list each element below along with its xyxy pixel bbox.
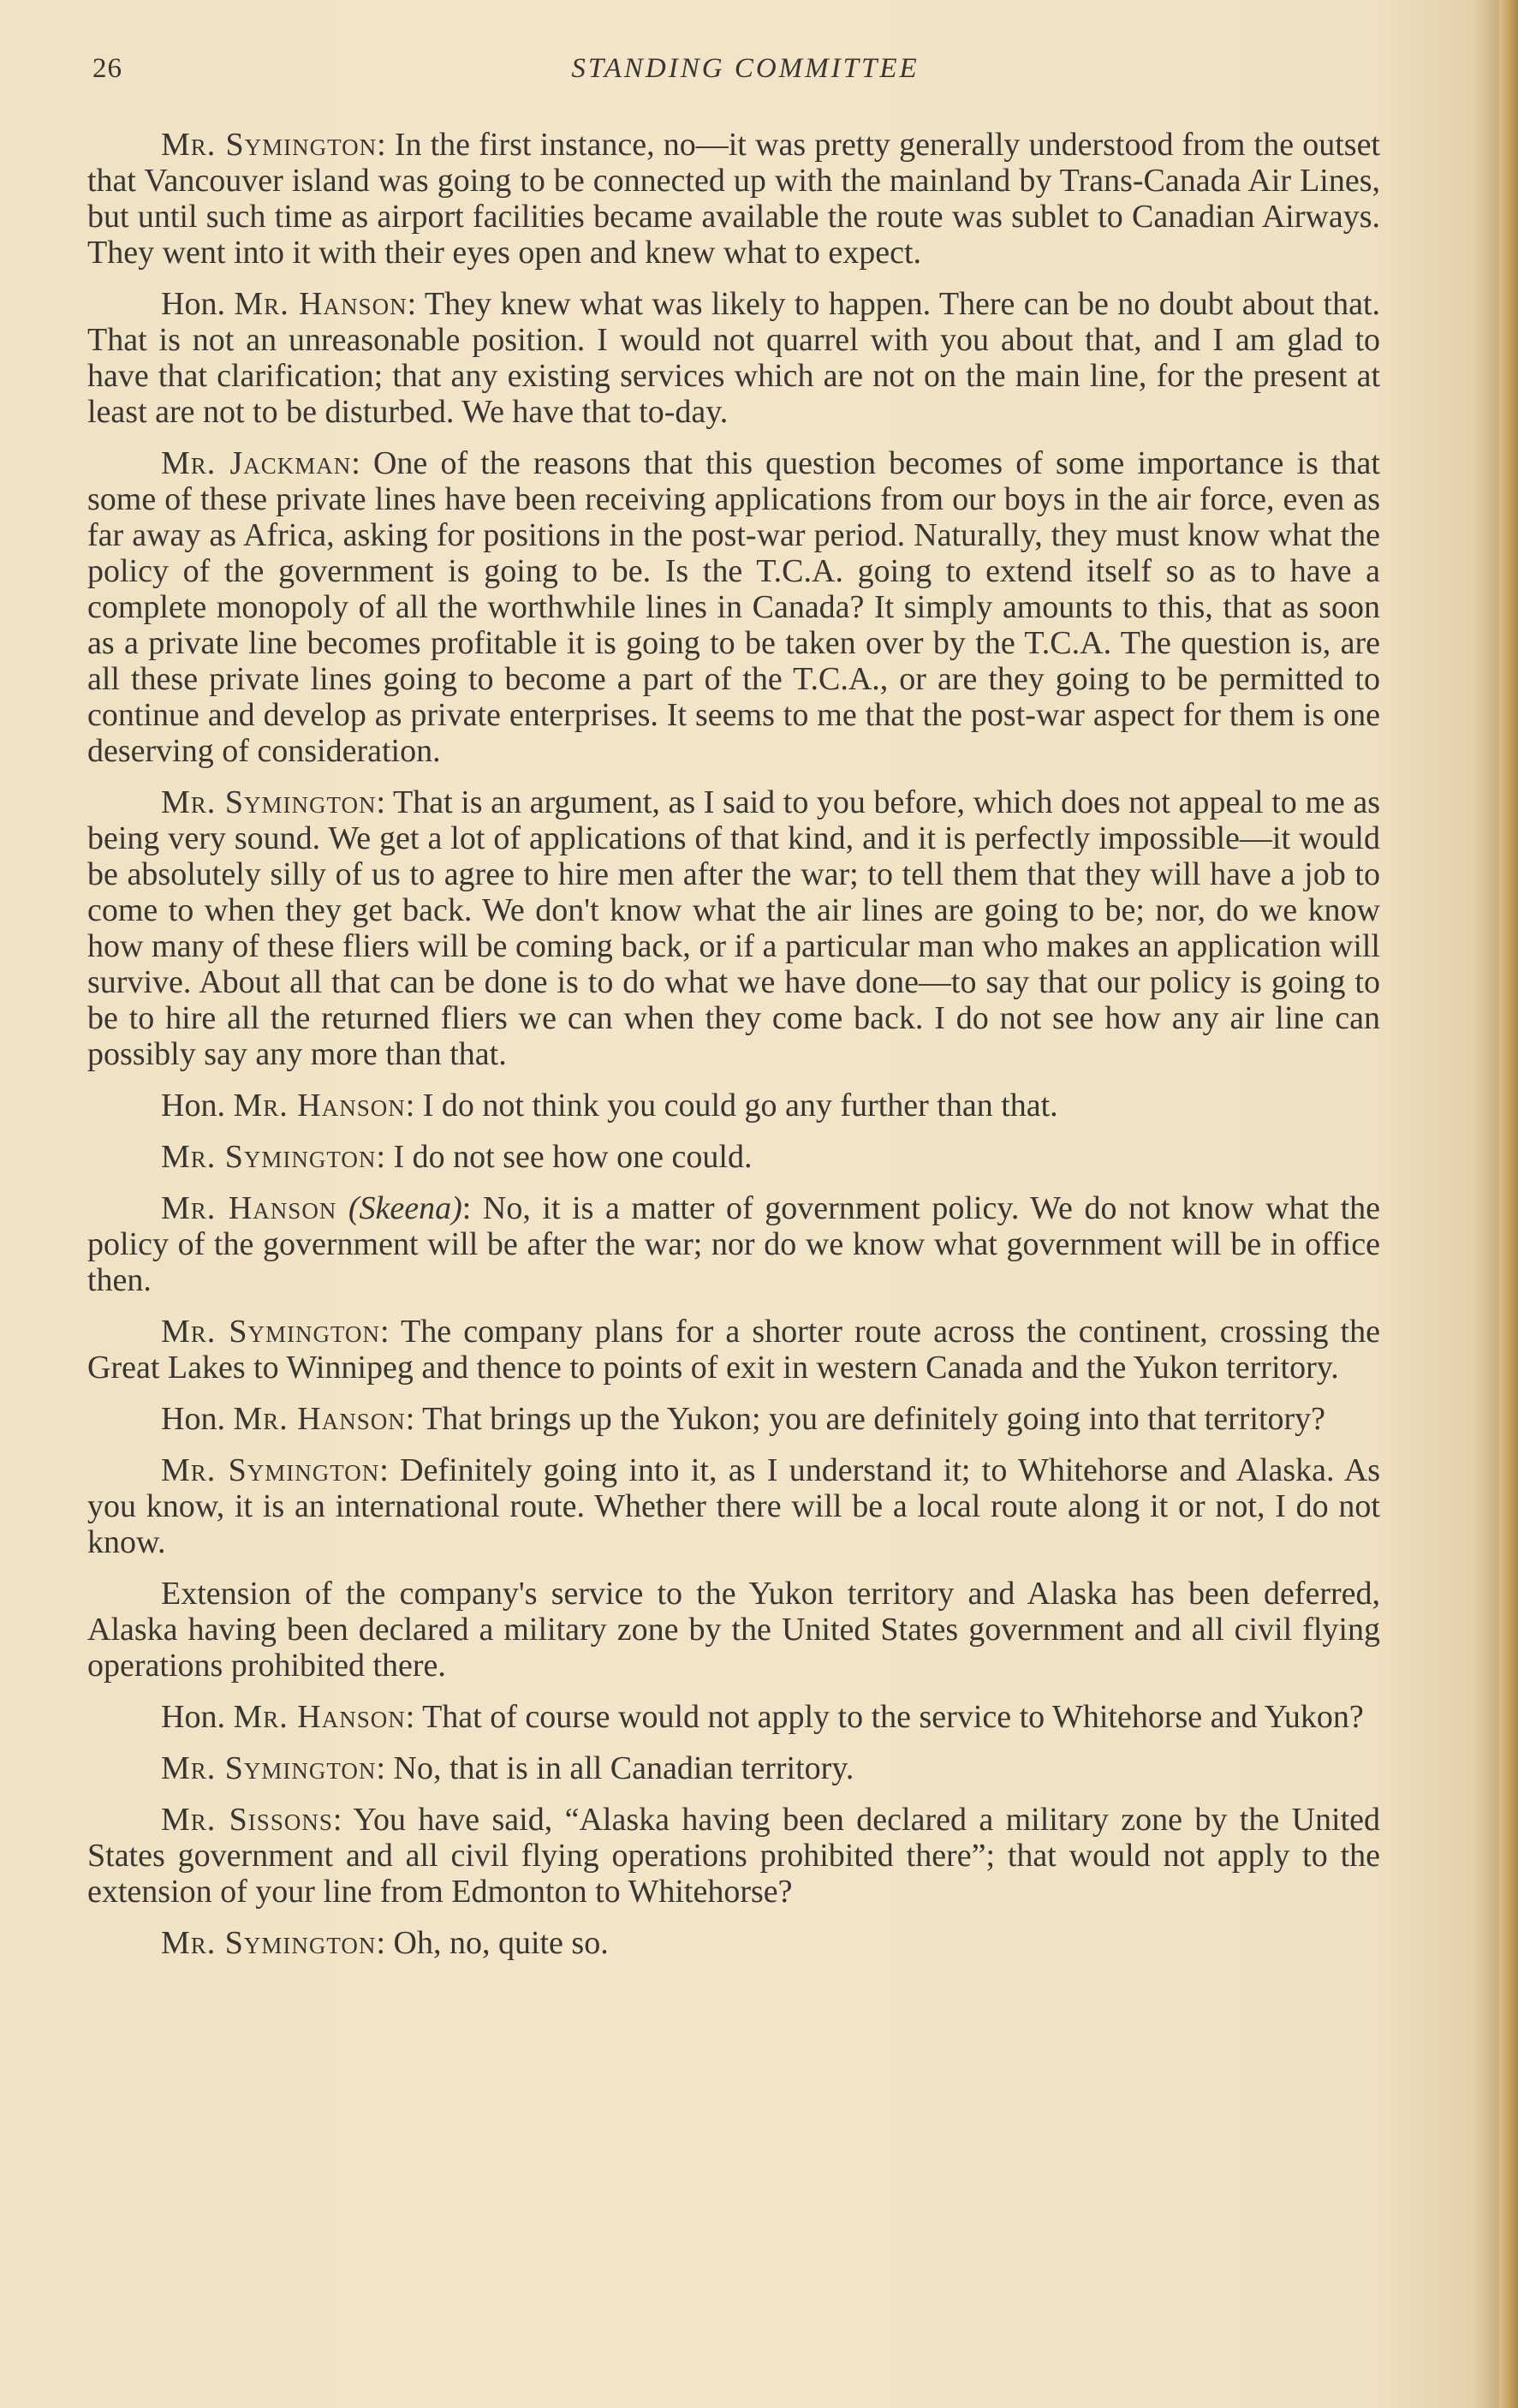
page-number: 26	[92, 53, 122, 84]
paragraph: Hon. Mr. Hanson: They knew what was likely to happen. There can be no doubt about that. That is not an unreasonable position. I would not quarrel with you about that, and I am glad to have that clarification; that any existing services which are not on the main line, for the present at least are not to be disturbed. We have that to-day.	[87, 286, 1381, 430]
paragraph: Hon. Mr. Hanson: I do not think you could go any further than that.	[161, 1088, 1058, 1124]
speaker-name: Mr. Symington	[161, 1925, 377, 1961]
speaker-name: Mr. Sissons	[161, 1802, 333, 1838]
speaker-honorific: Hon.	[161, 286, 225, 322]
speaker-honorific: Hon.	[161, 1088, 225, 1124]
paragraph: Mr. Symington: In the first instance, no—it was pretty generally understood from the outset that Vancouver island was going to be connected up with the mainland by Trans-Canada Air Lines, but until such time as airport facilities became available the route was sublet to Canadian Airways. They went into it with their eyes open and knew what to expect.	[87, 127, 1380, 271]
paragraph: Hon. Mr. Hanson: That brings up the Yukon; you are definitely going into that territory?	[161, 1401, 1326, 1437]
speaker-name: Mr. Symington	[161, 784, 377, 820]
paragraph: Hon. Mr. Hanson: That of course would not apply to the service to Whitehorse and Yukon?	[161, 1699, 1364, 1735]
speaker-honorific: Hon.	[161, 1401, 225, 1437]
paragraph-text: In the first instance, no—it was pretty generally understood from the outset that Vancouver island was going to be connected up with the mainland by Trans-Canada Air Lines, but until such time as airport facilities became available the route was sublet to Canadian Airways. They went into it with their eyes open and knew what to expect.	[87, 127, 1380, 271]
page-header	[92, 53, 1398, 96]
speaker-name: Mr. Symington	[161, 1139, 377, 1175]
paragraph-text: Extension of the company's service to the Yukon territory and Alaska has been deferred, Alaska having been declared a military zone by the United States government and all civil flying operations prohibited there.	[87, 1576, 1380, 1684]
running-head: STANDING COMMITTEE	[571, 53, 920, 84]
paragraph-text: That is an argument, as I said to you before, which does not appeal to me as being very sound. We get a lot of applications of that kind, and it is perfectly impossible—it would be absolutely silly of us to agree to hire men after the war; to tell them that they will have a job to come to when they get back. We don't know what the air lines are going to be; nor, do we know how many of these fliers will be coming back, or if a particular man who makes an application will survive. About all that can be done is to do what we have done—to say that our policy is going to be to hire all the returned fliers we can when they come back. I do not see how any air line can possibly say any more than that.	[87, 784, 1380, 1072]
speaker-name: Mr. Symington	[161, 1314, 381, 1350]
paragraph-text: That brings up the Yukon; you are definitely going into that territory?	[422, 1401, 1326, 1437]
paragraph-text: Definitely going into it, as I understand it; to Whitehorse and Alaska. As you know, it is an international route. Whether there will be a local route along it or not, I do not know.	[87, 1452, 1380, 1560]
speaker-name: Mr. Symington	[161, 1750, 377, 1786]
speaker-name: Mr. Hanson	[233, 1699, 406, 1735]
paragraph: Mr. Symington: No, that is in all Canadian territory.	[161, 1750, 854, 1786]
speaker-name: Mr. Hanson	[161, 1190, 337, 1226]
paragraph: Mr. Symington: That is an argument, as I said to you before, which does not appeal to me as being very sound. We get a lot of applications of that kind, and it is perfectly impossible—it would be absolutely silly of us to agree to hire men after the war; to tell them that they will have a job to come to when they get back. We don't know what the air lines are going to be; nor, do we know how many of these fliers will be coming back, or if a particular man who makes an application will survive. About all that can be done is to do what we have done—to say that our policy is going to be to hire all the returned fliers we can when they come back. I do not see how any air line can possibly say any more than that.	[87, 784, 1380, 1072]
speaker-name: Mr. Hanson	[233, 1401, 406, 1437]
paragraph-text: One of the reasons that this question becomes of some importance is that some of these private lines have been receiving applications from our boys in the air force, even as far away as Africa, asking for positions in the post-war period. Naturally, they must know what the policy of the government is going to be. Is the T.C.A. going to extend itself so as to have a complete monopoly of all the worthwhile lines in Canada? It simply amounts to this, that as soon as a private line becomes profitable it is going to be taken over by the T.C.A. The question is, are all these private lines going to become a part of the T.C.A., or are they going to be permitted to continue and develop as private enterprises. It seems to me that the post-war aspect for them is one deserving of consideration.	[87, 445, 1380, 769]
paragraph: Mr. Symington: The company plans for a shorter route across the continent, crossing the Great Lakes to Winnipeg and thence to points of exit in western Canada and the Yukon territory.	[87, 1314, 1380, 1386]
paragraph: Mr. Jackman: One of the reasons that this question becomes of some importance is that some of these private lines have been receiving applications from our boys in the air force, even as far away as Africa, asking for positions in the post-war period. Naturally, they must know what the policy of the government is going to be. Is the T.C.A. going to extend itself so as to have a complete monopoly of all the worthwhile lines in Canada? It simply amounts to this, that as soon as a private line becomes profitable it is going to be taken over by the T.C.A. The question is, are all these private lines going to become a part of the T.C.A., or are they going to be permitted to continue and develop as private enterprises. It seems to me that the post-war aspect for them is one deserving of consideration.	[87, 445, 1380, 769]
speaker-name: Mr. Symington	[161, 127, 378, 163]
paragraph-text: That of course would not apply to the service to Whitehorse and Yukon?	[422, 1699, 1364, 1735]
page-edge	[1499, 0, 1518, 2408]
paragraph-text: No, it is a matter of government policy. We do not know what the policy of the government will be after the war; nor do we know what government will be in office then.	[87, 1190, 1381, 1298]
speaker-name: Mr. Jackman	[161, 445, 352, 481]
paragraph: Mr. Symington: Definitely going into it, as I understand it; to Whitehorse and Alaska. As you know, it is an international route. Whether there will be a local route along it or not, I do not know.	[87, 1452, 1380, 1560]
speaker-name: Mr. Hanson	[234, 286, 408, 322]
speaker-name: Mr. Symington	[161, 1452, 380, 1488]
body-text	[87, 127, 1380, 1976]
paragraph: Mr. Symington: Oh, no, quite so.	[161, 1925, 609, 1961]
paragraph: Mr. Symington: I do not see how one could.	[161, 1139, 753, 1175]
speaker-honorific: Hon.	[161, 1699, 225, 1735]
paragraph-text: They knew what was likely to happen. There can be no doubt about that. That is not an unreasonable position. I would not quarrel with you about that, and I am glad to have that clarification; that any existing services which are not on the main line, for the present at least are not to be disturbed. We have that to-day.	[87, 286, 1381, 430]
paragraph	[87, 1576, 1380, 1684]
paragraph-text: You have said, “Alaska having been declared a military zone by the United States government and all civil flying operations prohibited there”; that would not apply to the extension of your line from Edmonton to Whitehorse?	[87, 1802, 1381, 1910]
paragraph-text: I do not think you could go any further than that.	[422, 1088, 1058, 1124]
paragraph-text: No, that is in all Canadian territory.	[393, 1750, 854, 1786]
speaker-riding: (Skeena)	[348, 1190, 462, 1226]
paragraph-text: The company plans for a shorter route across the continent, crossing the Great Lakes to Winnipeg and thence to points of exit in western Canada and the Yukon territory.	[87, 1314, 1380, 1386]
paragraph-text: Oh, no, quite so.	[393, 1925, 609, 1961]
speaker-name: Mr. Hanson	[233, 1088, 406, 1124]
paragraph: Mr. Hanson (Skeena): No, it is a matter of government policy. We do not know what the policy of the government will be after the war; nor do we know what government will be in office then.	[87, 1190, 1381, 1298]
paragraph: Mr. Sissons: You have said, “Alaska having been declared a military zone by the United States government and all civil flying operations prohibited there”; that would not apply to the extension of your line from Edmonton to Whitehorse?	[87, 1802, 1381, 1910]
paragraph-text: I do not see how one could.	[393, 1139, 753, 1175]
